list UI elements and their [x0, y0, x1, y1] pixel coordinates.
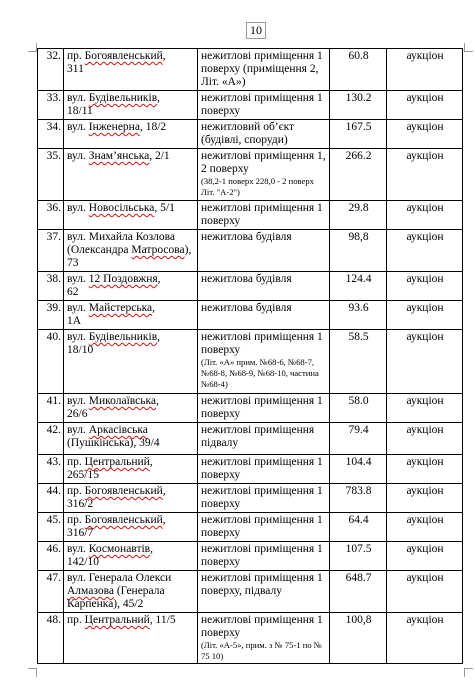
sale-method-cell: аукціон: [387, 484, 463, 513]
purpose-cell: нежитлові приміщення 1 поверху: [198, 542, 330, 571]
purpose-note: (Літ. «А-5», прим. з № 75-1 по № 75 10): [201, 640, 323, 661]
table-row: [38, 484, 463, 513]
address-street-name: Богоявленський: [84, 514, 163, 526]
row-number: 37.: [38, 230, 64, 272]
purpose-cell: нежитлові приміщення 1 поверху: [198, 455, 330, 484]
area-cell: 648.7: [330, 571, 387, 613]
table-row: [38, 230, 463, 272]
sale-method-cell: аукціон: [387, 542, 463, 571]
table-row: [38, 49, 463, 91]
area-cell: 104.4: [330, 455, 387, 484]
address-cell: вул. Майстерська, 1А: [64, 301, 198, 330]
address-street-name: Аркасівська: [88, 424, 148, 436]
purpose-note: (Літ. «А» прим. №68-6, №68-7, №68-8, №68-9, №68-10, частина №68-4): [201, 357, 319, 389]
purpose-cell: нежитлові приміщення 1 поверху: [198, 91, 330, 120]
sale-method-cell: аукціон: [387, 513, 463, 542]
area-cell: 783.8: [330, 484, 387, 513]
row-number: 45.: [38, 513, 64, 542]
table-row: [38, 149, 463, 201]
table-row: [38, 272, 463, 301]
area-cell: 79.4: [330, 423, 387, 455]
address-street-name: Новосільська: [88, 202, 155, 214]
address-street-name: Алмазова: [67, 585, 114, 597]
address-street-name: Богоявленський: [84, 485, 163, 497]
row-number: 40.: [38, 330, 64, 394]
address-street-name: Майстерська: [88, 302, 153, 314]
sale-method-cell: аукціон: [387, 49, 463, 91]
row-number: 33.: [38, 91, 64, 120]
address-cell: пр. Богоявленський, 316/7: [64, 513, 198, 542]
purpose-cell: нежитлові приміщення 1 поверху (приміщення 2, Літ. «А»): [198, 49, 330, 91]
row-number: 34.: [38, 120, 64, 149]
area-cell: 93.6: [330, 301, 387, 330]
purpose-cell: нежитлові приміщення 1 поверху: [198, 394, 330, 423]
table-row: [38, 301, 463, 330]
area-cell: 100,8: [330, 613, 387, 664]
area-cell: 167.5: [330, 120, 387, 149]
purpose-note: (38,2-1 поверх 228,0 - 2 поверх Літ. "А-2"): [201, 176, 314, 197]
row-number: 48.: [38, 613, 64, 664]
sale-method-cell: аукціон: [387, 149, 463, 201]
address-cell: вул. Інженерна, 18/2: [64, 120, 198, 149]
table-row: [38, 513, 463, 542]
row-number: 47.: [38, 571, 64, 613]
sale-method-cell: аукціон: [387, 455, 463, 484]
sale-method-cell: аукціон: [387, 571, 463, 613]
purpose-cell: нежитлова будівля: [198, 272, 330, 301]
area-cell: 58.5: [330, 330, 387, 394]
row-number: 41.: [38, 394, 64, 423]
sale-method-cell: аукціон: [387, 394, 463, 423]
address-cell: вул. Аркасівська (Пушкінська), 39/4: [64, 423, 198, 455]
crop-mark-bottom-right: [464, 668, 473, 677]
address-cell: пр. Центральний, 265/15: [64, 455, 198, 484]
area-cell: 107.5: [330, 542, 387, 571]
address-cell: вул. Космонавтів, 142/10: [64, 542, 198, 571]
row-number: 46.: [38, 542, 64, 571]
row-number: 43.: [38, 455, 64, 484]
sale-method-cell: аукціон: [387, 201, 463, 230]
area-cell: 124.4: [330, 272, 387, 301]
address-street-name: Будівельників: [88, 92, 158, 104]
purpose-cell: нежитлові приміщення 1 поверху, підвалу: [198, 571, 330, 613]
address-street-name: Богоявленський: [84, 50, 163, 62]
area-cell: 266.2: [330, 149, 387, 201]
table-row: [38, 613, 463, 664]
address-street-name: Знам’янська: [88, 150, 150, 162]
address-cell: пр. Богоявленський, 311: [64, 49, 198, 91]
sale-method-cell: аукціон: [387, 330, 463, 394]
table-row: [38, 120, 463, 149]
table-row: [38, 542, 463, 571]
address-cell: вул. 12 Поздовжня, 62: [64, 272, 198, 301]
address-cell: пр. Центральний, 11/5: [64, 613, 198, 664]
address-street-name: Центральний: [84, 456, 150, 468]
row-number: 38.: [38, 272, 64, 301]
address-street-name: 12 Поздовжня: [88, 273, 158, 285]
address-cell: вул. Генерала Олекси Алмазова (Генерала Карпенка), 45/2: [64, 571, 198, 613]
purpose-cell: нежитлові приміщення 1, 2 поверху (38,2-1 поверх 228,0 - 2 поверх Літ. "А-2"): [198, 149, 330, 201]
sale-method-cell: аукціон: [387, 272, 463, 301]
address-cell: вул. Будівельників, 18/11: [64, 91, 198, 120]
address-street-name: Будівельників: [88, 331, 158, 343]
table-row: [38, 91, 463, 120]
area-cell: 29.8: [330, 201, 387, 230]
address-cell: вул. Михайла Козлова (Олександра Матросова), 73: [64, 230, 198, 272]
address-cell: вул. Миколаївська, 26/6: [64, 394, 198, 423]
table-row: [38, 201, 463, 230]
area-cell: 60.8: [330, 49, 387, 91]
purpose-cell: нежитловий об’єкт (будівлі, споруди): [198, 120, 330, 149]
purpose-cell: нежитлові приміщення 1 поверху: [198, 484, 330, 513]
row-number: 42.: [38, 423, 64, 455]
address-street-name: Миколаївська: [88, 395, 157, 407]
purpose-cell: нежитлові приміщення 1 поверху (Літ. «А-5», прим. з № 75-1 по № 75 10): [198, 613, 330, 664]
address-cell: вул. Новосільська, 5/1: [64, 201, 198, 230]
purpose-cell: нежитлові приміщення 1 поверху: [198, 201, 330, 230]
address-street-name: Матросова: [131, 244, 185, 256]
address-cell: вул. Знам’янська, 2/1: [64, 149, 198, 201]
address-cell: вул. Будівельників, 18/10: [64, 330, 198, 394]
table-row: [38, 455, 463, 484]
area-cell: 130.2: [330, 91, 387, 120]
crop-mark-top-right: [464, 43, 473, 52]
row-number: 44.: [38, 484, 64, 513]
crop-mark-top-left: [28, 43, 37, 52]
address-street-name: Космонавтів: [88, 543, 151, 555]
table-row: [38, 571, 463, 613]
property-table-body: [38, 49, 463, 664]
row-number: 32.: [38, 49, 64, 91]
address-street-name: Центральний: [84, 614, 150, 626]
crop-mark-bottom-left: [28, 668, 37, 677]
area-cell: 98,8: [330, 230, 387, 272]
address-cell: пр. Богоявленський, 316/2: [64, 484, 198, 513]
purpose-cell: нежитлові приміщення 1 поверху (Літ. «А» прим. №68-6, №68-7, №68-8, №68-9, №68-10, частина №68-4): [198, 330, 330, 394]
page-number: 10: [246, 22, 266, 39]
sale-method-cell: аукціон: [387, 423, 463, 455]
table-row: [38, 394, 463, 423]
table-row: [38, 423, 463, 455]
purpose-cell: нежитлова будівля: [198, 301, 330, 330]
sale-method-cell: аукціон: [387, 301, 463, 330]
sale-method-cell: аукціон: [387, 91, 463, 120]
sale-method-cell: аукціон: [387, 613, 463, 664]
purpose-cell: нежитлові приміщення підвалу: [198, 423, 330, 455]
purpose-cell: нежитлові приміщення 1 поверху: [198, 513, 330, 542]
purpose-cell: нежитлова будівля: [198, 230, 330, 272]
row-number: 35.: [38, 149, 64, 201]
row-number: 39.: [38, 301, 64, 330]
sale-method-cell: аукціон: [387, 120, 463, 149]
address-street-name: Інженерна: [88, 121, 140, 133]
sale-method-cell: аукціон: [387, 230, 463, 272]
table-row: [38, 330, 463, 394]
area-cell: 64.4: [330, 513, 387, 542]
area-cell: 58.0: [330, 394, 387, 423]
row-number: 36.: [38, 201, 64, 230]
property-table: [37, 48, 463, 664]
